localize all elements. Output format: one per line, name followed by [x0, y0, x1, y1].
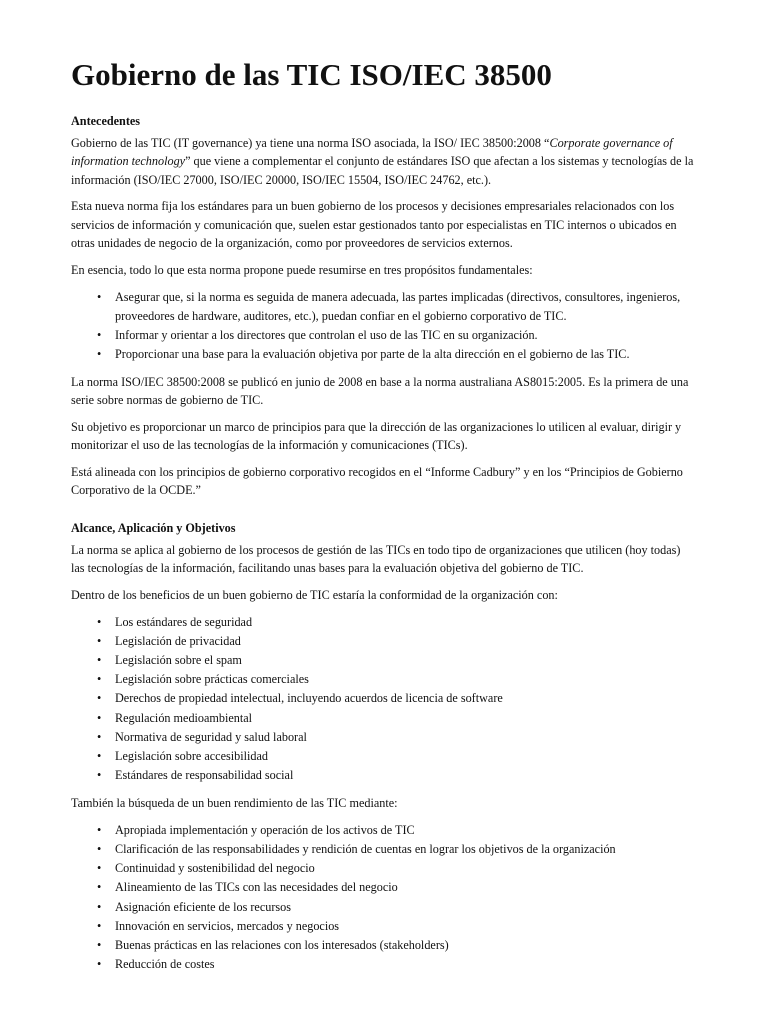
list-item: • Asignación eficiente de los recursos	[115, 898, 696, 917]
list-item: • Asegurar que, si la norma es seguida de manera adecuada, las partes implicadas (directivos, consultores, ingenieros, proveedores de hardware, auditores, etc.), puedan confiar en el gobierno corporativo de TIC.	[115, 288, 696, 326]
list-item: • Normativa de seguridad y salud laboral	[115, 728, 696, 747]
list-item: • Proporcionar una base para la evaluación objetiva por parte de la alta dirección en el gobierno de las TIC.	[115, 345, 696, 364]
paragraph-publication: La norma ISO/IEC 38500:2008 se publicó en junio de 2008 en base a la norma australiana AS8015:2005. Es la primera de una serie sobre normas de gobierno de TIC.	[71, 374, 689, 408]
list-item: • Regulación medioambiental	[115, 709, 696, 728]
paragraph-objective: Su objetivo es proporcionar un marco de principios para que la dirección de las organizaciones lo utilicen al evaluar, dirigir y monitorizar el uso de las tecnologías de la información y comunicaciones (TICs).	[71, 419, 682, 453]
paragraph-purposes-intro: En esencia, todo lo que esta norma propone puede resumirse en tres propósitos fundamentales:	[71, 262, 533, 277]
purposes-list	[71, 288, 696, 365]
section-heading-antecedentes: Antecedentes	[71, 114, 141, 128]
paragraph-alignment: Está alineada con los principios de gobierno corporativo recogidos en el “Informe Cadbury” y en los “Principios de Gobierno Corporativo de la OCDE.”	[71, 465, 683, 498]
list-item: • Legislación sobre accesibilidad	[115, 747, 696, 766]
list-item: • Clarificación de las responsabilidades y rendición de cuentas en lograr los objetivos de la organización	[115, 840, 696, 859]
list-item: • Legislación sobre prácticas comerciales	[115, 670, 696, 689]
conformity-list	[71, 613, 696, 786]
section-heading-alcance: Alcance, Aplicación y Objetivos	[71, 520, 236, 535]
paragraph-intro	[71, 134, 696, 189]
list-item: • Estándares de responsabilidad social	[115, 766, 696, 785]
list-item: • Los estándares de seguridad	[115, 613, 696, 632]
list-item: • Buenas prácticas en las relaciones con los interesados (stakeholders)	[115, 936, 696, 955]
list-item: • Legislación de privacidad	[115, 632, 696, 651]
paragraph-performance-intro: También la búsqueda de un buen rendimiento de las TIC mediante:	[71, 795, 398, 810]
paragraph-intro-italic: Corporate governance of information technology	[71, 136, 673, 169]
paragraph-intro-start: Gobierno de las TIC (IT governance) ya tiene una norma ISO asociada, la ISO/ IEC 38500:2008 “	[71, 136, 550, 150]
list-item: • Derechos de propiedad intelectual, incluyendo acuerdos de licencia de software	[115, 689, 696, 708]
paragraph-scope: La norma se aplica al gobierno de los procesos de gestión de las TICs en todo tipo de organizaciones que utilicen (hoy todas) las tecnologías de la información, facilitando unas bases para la evaluación objetiva del gobierno de TIC.	[71, 542, 681, 575]
list-item: • Apropiada implementación y operación de los activos de TIC	[115, 821, 696, 840]
paragraph-intro-end: ” que viene a complementar el conjunto de estándares ISO que afectan a los sistemas y tecnologías de la información (ISO/IEC 27000, ISO/IEC 20000, ISO/IEC 15504, ISO/IEC 24762, etc.).	[71, 154, 694, 187]
list-item: • Continuidad y sostenibilidad del negocio	[115, 859, 696, 878]
list-item: • Informar y orientar a los directores que controlan el uso de las TIC en su organización.	[115, 326, 696, 345]
list-item: • Innovación en servicios, mercados y negocios	[115, 917, 696, 936]
paragraph-standards: Esta nueva norma fija los estándares para un buen gobierno de los procesos y decisiones empresariales relacionados con los servicios de información y comunicación que, suelen estar gestionados tanto por especialistas en TIC internos o ubicados en otras unidades de negocio de la organización, como por proveedores de servicios externos.	[71, 199, 677, 250]
page-title: Gobierno de las TIC ISO/IEC 38500	[71, 57, 552, 92]
list-item: • Reducción de costes	[115, 955, 696, 974]
performance-list	[71, 821, 696, 975]
paragraph-benefits-intro: Dentro de los beneficios de un buen gobierno de TIC estaría la conformidad de la organización con:	[71, 587, 558, 602]
list-item: • Alineamiento de las TICs con las necesidades del negocio	[115, 878, 696, 897]
list-item: • Legislación sobre el spam	[115, 651, 696, 670]
